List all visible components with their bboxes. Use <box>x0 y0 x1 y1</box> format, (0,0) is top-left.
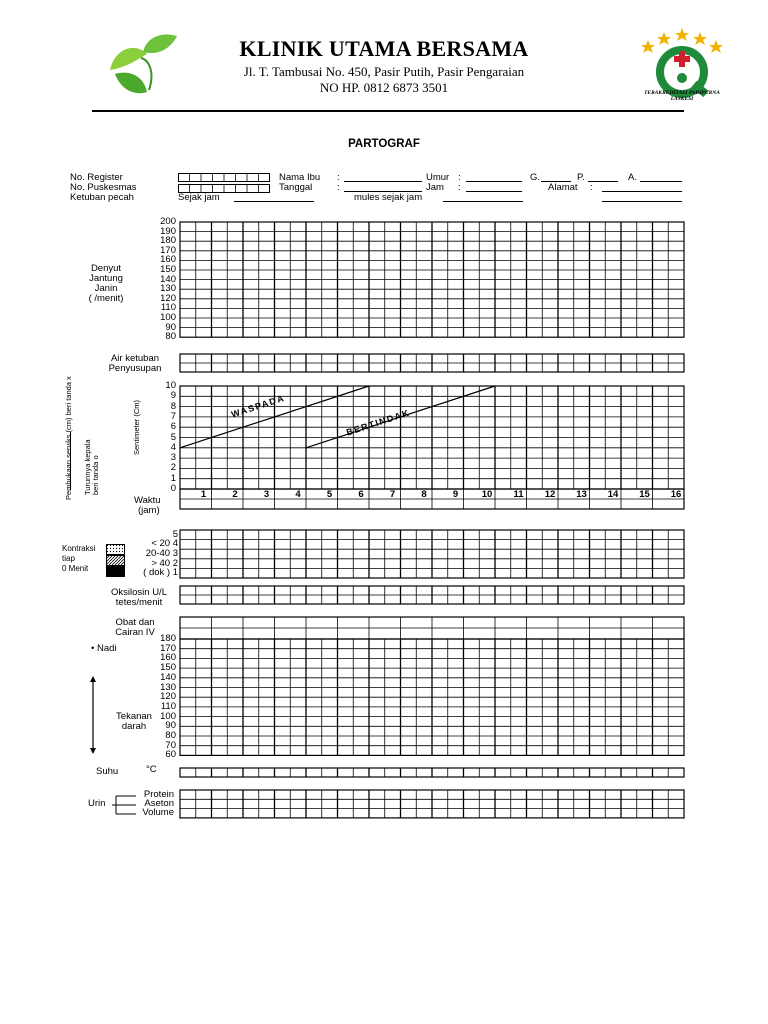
mules-sejak-jam-label: mules sejak jam <box>354 192 423 203</box>
badge-caption-1: TERAKREDITASI PARIPURNA <box>644 90 720 96</box>
form-title: PARTOGRAF <box>348 138 420 150</box>
oksitosin-label: Oksilosin U/L tetes/menit <box>111 587 167 608</box>
hour-tick-label: 12 <box>544 489 556 500</box>
no-register-label: No. Register <box>70 172 123 183</box>
contraction-tick-label: < 20 4 <box>151 538 178 550</box>
djj-tick-label: 200 <box>160 216 176 227</box>
hour-tick-label: 15 <box>639 489 650 500</box>
hour-tick-label: 13 <box>576 489 587 500</box>
bp-tick-label: 90 <box>165 720 176 732</box>
cervix-tick-label: 3 <box>170 452 176 464</box>
no-puskesmas-label: No. Puskesmas <box>70 182 137 193</box>
cervix-tick-label: 10 <box>165 380 176 391</box>
protein-label: Protein <box>143 789 174 800</box>
aseton-label: Aseton <box>144 798 174 809</box>
hour-tick-label: 4 <box>295 489 301 500</box>
sentimeter-label: Sentimeter (Cm) <box>132 399 141 455</box>
hour-tick-label: 6 <box>358 489 364 500</box>
hour-tick-label: 11 <box>513 489 524 500</box>
air-ketuban-label: Air ketuban Penyusupan <box>108 353 162 374</box>
cervix-tick-label: 8 <box>170 400 176 412</box>
djj-label: Denyut Jantung Janin ( /menit) <box>88 263 124 304</box>
pembukaan-serviks-label: Pembukaan serviks (cm) beri tanda x <box>64 376 73 500</box>
waktu-unit: (jam) <box>138 505 160 516</box>
hour-tick-label: 3 <box>263 489 270 500</box>
djj-tick-label: 140 <box>160 273 176 285</box>
cervix-tick-label: 7 <box>170 410 176 422</box>
bp-tick-label: 100 <box>160 710 176 722</box>
djj-tick-label: 90 <box>165 321 176 333</box>
cervix-tick-label: 5 <box>170 431 176 443</box>
suhu-label: Suhu <box>96 766 119 777</box>
alamat-label: Alamat <box>548 182 578 193</box>
hour-tick-label: 8 <box>421 489 427 500</box>
nadi-label: • Nadi <box>91 643 117 654</box>
djj-tick-label: 80 <box>165 331 176 343</box>
sejak-jam-label: Sejak jam <box>178 192 220 203</box>
ketuban-pecah-label: Ketuban pecah <box>70 192 134 203</box>
djj-tick-label: 120 <box>160 292 176 304</box>
nama-ibu-label: Nama Ibu <box>279 172 321 183</box>
g-label: G. <box>530 172 541 183</box>
badge-caption-2: LASKESI <box>670 96 694 102</box>
bp-tick-label: 110 <box>160 700 176 712</box>
hour-tick-label: 2 <box>232 489 238 500</box>
djj-tick-label: 190 <box>160 225 176 237</box>
contraction-tick-label: 5 <box>172 528 178 540</box>
contraction-tick-label: > 40 2 <box>151 557 178 569</box>
waktu-label: Waktu <box>134 495 161 506</box>
hour-tick-label: 1 <box>200 489 207 500</box>
djj-tick-label: 180 <box>160 235 176 247</box>
cervix-tick-label: 9 <box>170 390 176 402</box>
umur-label: Umur <box>426 172 450 183</box>
tekanan-darah-label: Tekanan darah <box>116 711 152 732</box>
bp-tick-label: 130 <box>160 681 176 693</box>
suhu-unit: °C <box>146 764 157 775</box>
bp-tick-label: 60 <box>165 749 176 761</box>
djj-tick-label: 150 <box>160 264 176 275</box>
urin-label: Urin <box>88 798 106 809</box>
djj-tick-label: 130 <box>160 283 176 295</box>
kontraksi-label: Kontraksi tiap 0 Menit <box>62 544 96 573</box>
cervix-tick-label: 0 <box>170 483 176 494</box>
bp-tick-label: 70 <box>165 739 176 751</box>
bertindak-line-label: BERTINDAK <box>345 407 412 438</box>
cervix-tick-label: 1 <box>170 472 176 484</box>
waspada-line-label: WASPADA <box>230 392 287 420</box>
a-label: A. <box>628 172 637 183</box>
clinic-phone: NO HP. 0812 6873 3501 <box>319 80 449 95</box>
bp-tick-label: 140 <box>160 671 176 683</box>
cervix-tick-label: 2 <box>170 462 176 474</box>
djj-tick-label: 170 <box>160 244 176 256</box>
cervix-tick-label: 6 <box>170 421 176 433</box>
bp-tick-label: 80 <box>165 730 176 741</box>
bp-tick-label: 160 <box>160 652 176 664</box>
turunnya-kepala-label: Turunnya kepala beri tanda o <box>83 439 100 495</box>
contraction-tick-label: ( dok ) 1 <box>143 567 178 579</box>
contraction-tick-label: 20-40 3 <box>145 548 178 559</box>
p-label: P. <box>577 172 585 183</box>
clinic-address: Jl. T. Tambusai No. 450, Pasir Putih, Pasir Pengaraian <box>243 64 525 79</box>
bp-tick-label: 150 <box>160 662 176 674</box>
bp-tick-label: 170 <box>160 642 176 654</box>
hour-tick-label: 5 <box>326 489 333 500</box>
hour-tick-label: 9 <box>452 489 459 500</box>
bp-tick-label: 120 <box>160 691 176 703</box>
djj-tick-label: 110 <box>160 302 176 314</box>
hour-tick-label: 10 <box>481 489 493 500</box>
bp-tick-label: 180 <box>160 633 176 644</box>
jam-label: Jam <box>426 182 444 193</box>
djj-tick-label: 160 <box>160 254 176 266</box>
cervix-tick-label: 4 <box>170 441 176 453</box>
obat-cairan-label: Obat dan Cairan IV <box>115 617 155 638</box>
volume-label: Volume <box>142 807 174 818</box>
hour-tick-label: 16 <box>670 489 682 500</box>
hour-tick-label: 7 <box>389 489 396 500</box>
tanggal-label: Tanggal <box>279 182 313 193</box>
hour-tick-label: 14 <box>607 489 619 500</box>
clinic-name: KLINIK UTAMA BERSAMA <box>239 36 529 61</box>
djj-tick-label: 100 <box>160 312 176 323</box>
